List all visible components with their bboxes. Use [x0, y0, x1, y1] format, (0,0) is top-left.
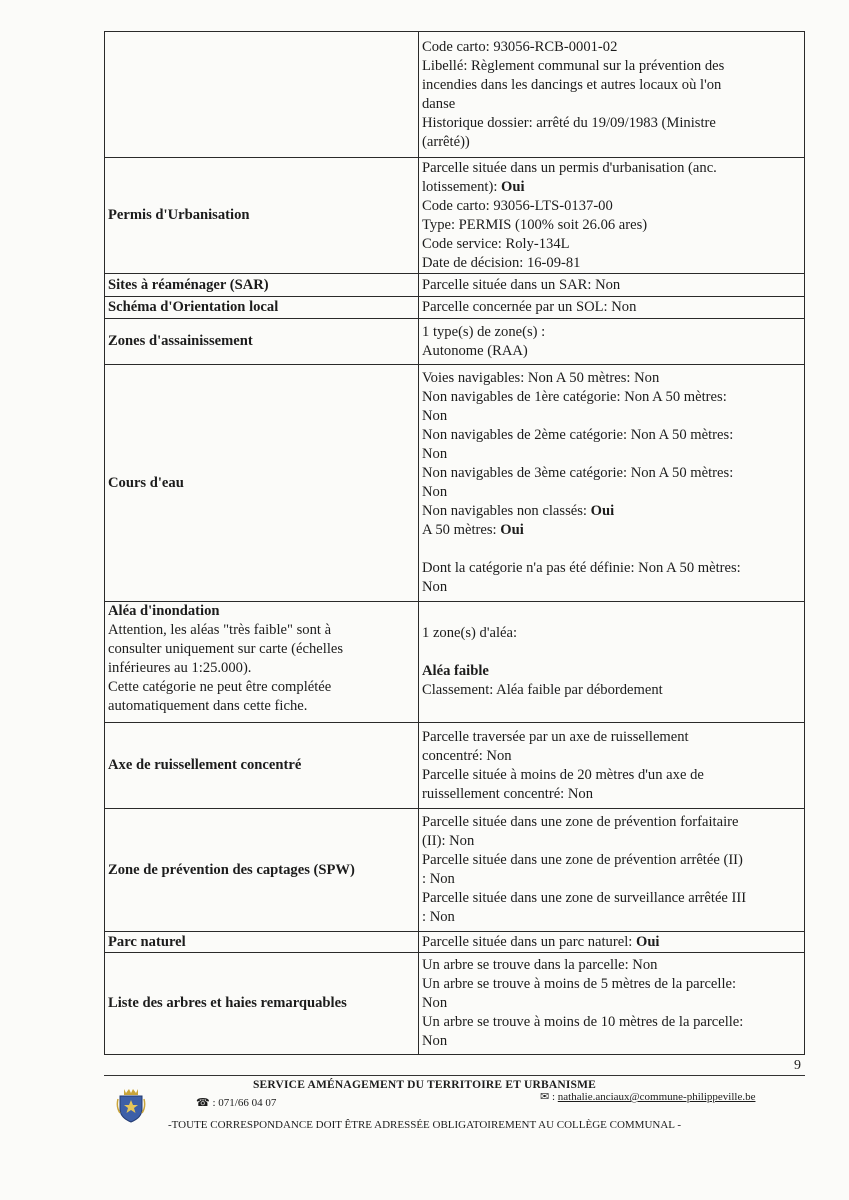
text-line: danse — [422, 95, 456, 112]
text-line: Code carto: 93056-RCB-0001-02 — [422, 38, 618, 55]
text-line: : Non — [422, 871, 455, 887]
text-fragment: lotissement): — [422, 178, 502, 195]
text-line: incendies dans les dancings et autres locaux où l'on — [422, 76, 722, 93]
text-line: : Non — [422, 909, 455, 925]
text-line: Non — [422, 579, 448, 595]
sar-value: Parcelle située dans un SAR: Non — [419, 274, 805, 297]
email-contact: ✉ : nathalie.anciaux@commune-philippeville.be — [540, 1091, 756, 1103]
footer-notice: -TOUTE CORRESPONDANCE DOIT ÊTRE ADRESSÉE OBLIGATOIREMENT AU COLLÈGE COMMUNAL - — [167, 1119, 682, 1131]
text-line: Code service: Roly-134L — [422, 235, 570, 252]
text-line: (II): Non — [422, 833, 475, 849]
text-line: (arrêté)) — [422, 133, 470, 150]
row-label-alea — [105, 602, 419, 723]
text-line: 1 type(s) de zone(s) : — [422, 323, 546, 340]
text-line: concentré: Non — [422, 747, 512, 764]
permis-value — [419, 158, 805, 274]
status-value: Oui — [501, 178, 525, 195]
text-fragment: A 50 mètres: — [422, 522, 501, 538]
alea-value — [419, 602, 805, 723]
text-line: 1 zone(s) d'aléa: — [422, 625, 518, 641]
text-fragment: Non navigables non classés: — [422, 503, 591, 519]
text-line: Parcelle située dans une zone de prévention forfaitaire — [422, 814, 739, 830]
text-line — [422, 521, 801, 540]
text-line: Non navigables de 1ère catégorie: Non A 50 mètres: — [422, 389, 727, 405]
row-label-sol: Schéma d'Orientation local — [105, 297, 419, 319]
text-line: Non navigables de 2ème catégorie: Non A 50 mètres: — [422, 427, 734, 443]
coat-of-arms-icon — [116, 1087, 146, 1123]
alea-title: Aléa d'inondation — [108, 603, 220, 619]
captages-value — [419, 809, 805, 932]
text-line: Parcelle située dans une zone de surveillance arrêtée III — [422, 890, 747, 906]
phone-number: 071/66 04 07 — [218, 1097, 277, 1109]
text-line: Cette catégorie ne peut être complétée — [108, 679, 332, 695]
text-line — [422, 178, 801, 197]
spacer — [422, 643, 801, 662]
text-line: Date de décision: 16-09-81 — [422, 254, 581, 271]
reglement-value — [419, 32, 805, 158]
row-label-sar: Sites à réaménager (SAR) — [105, 274, 419, 297]
text-line: Libellé: Règlement communal sur la prévention des — [422, 57, 725, 74]
text-line: ruissellement concentré: Non — [422, 785, 594, 802]
table-row — [105, 602, 805, 723]
table-row — [105, 319, 805, 365]
table-row — [105, 809, 805, 932]
text-line: Parcelle située dans un permis d'urbanisation (anc. — [422, 159, 717, 176]
phone-icon: ☎ — [196, 1097, 210, 1109]
parc-value — [419, 932, 805, 953]
text-line: Non — [422, 484, 448, 500]
assainissement-value — [419, 319, 805, 365]
table-row — [105, 297, 805, 319]
text-line: Non — [422, 446, 448, 462]
table-row — [105, 932, 805, 953]
table-row — [105, 723, 805, 809]
row-label-permis: Permis d'Urbanisation — [105, 158, 419, 274]
row-label-parc: Parc naturel — [105, 932, 419, 953]
text-line: Dont la catégorie n'a pas été définie: Non A 50 mètres: — [422, 560, 741, 576]
text-line: Code carto: 93056-LTS-0137-00 — [422, 197, 613, 214]
table-row — [105, 953, 805, 1055]
text-line: Classement: Aléa faible par débordement — [422, 682, 663, 698]
table-row — [105, 32, 805, 158]
text-line: Non — [422, 1033, 448, 1049]
text-line: Un arbre se trouve à moins de 5 mètres de la parcelle: — [422, 976, 737, 992]
status-value: Aléa faible — [422, 663, 489, 679]
status-value: Oui — [590, 503, 615, 519]
text-fragment: Parcelle située dans un parc naturel: — [422, 933, 636, 950]
alea-level — [422, 662, 801, 681]
page-number: 9 — [794, 1058, 801, 1073]
text-line: automatiquement dans cette fiche. — [108, 698, 308, 714]
row-label-arbres: Liste des arbres et haies remarquables — [105, 953, 419, 1055]
footer-divider — [104, 1075, 805, 1076]
status-value: Oui — [635, 933, 660, 950]
status-value: Oui — [500, 522, 524, 538]
text-line: Parcelle située à moins de 20 mètres d'un axe de — [422, 766, 704, 783]
email-link[interactable]: nathalie.anciaux@commune-philippeville.be — [557, 1091, 756, 1103]
text-line: Non navigables de 3ème catégorie: Non A 50 mètres: — [422, 465, 734, 481]
cours-eau-value — [419, 365, 805, 602]
table-row — [105, 365, 805, 602]
text-line: Un arbre se trouve à moins de 10 mètres de la parcelle: — [422, 1014, 744, 1030]
text-line: Parcelle située dans une zone de prévention arrêtée (II) — [422, 852, 743, 868]
row-label-assainissement: Zones d'assainissement — [105, 319, 419, 365]
table-row — [105, 274, 805, 297]
text-line: consulter uniquement sur carte (échelles — [108, 641, 344, 657]
sol-value: Parcelle concernée par un SOL: Non — [419, 297, 805, 319]
row-label-empty — [105, 32, 419, 158]
text-line: Historique dossier: arrêté du 19/09/1983 (Ministre — [422, 114, 716, 131]
phone-contact: ☎ : 071/66 04 07 — [196, 1097, 277, 1109]
text-line — [422, 502, 801, 521]
text-line: Autonome (RAA) — [422, 342, 528, 359]
service-title: SERVICE AMÉNAGEMENT DU TERRITOIRE ET URBANISME — [252, 1079, 597, 1091]
text-line: Non — [422, 995, 448, 1011]
text-line: Non — [422, 408, 448, 424]
row-label-cours-eau: Cours d'eau — [105, 365, 419, 602]
text-line: Parcelle traversée par un axe de ruissellement — [422, 728, 689, 745]
ruissellement-value — [419, 723, 805, 809]
row-label-captages: Zone de prévention des captages (SPW) — [105, 809, 419, 932]
text-line: Type: PERMIS (100% soit 26.06 ares) — [422, 216, 648, 233]
text-line: inférieures au 1:25.000). — [108, 660, 252, 676]
envelope-icon: ✉ — [540, 1091, 550, 1103]
text-line: Un arbre se trouve dans la parcelle: Non — [422, 957, 658, 973]
row-label-ruissellement: Axe de ruissellement concentré — [105, 723, 419, 809]
table-row — [105, 158, 805, 274]
parcel-info-table — [104, 31, 805, 1055]
text-line: Attention, les aléas "très faible" sont à — [108, 622, 332, 638]
text-line: Voies navigables: Non A 50 mètres: Non — [422, 370, 660, 386]
arbres-value — [419, 953, 805, 1055]
spacer — [422, 540, 801, 559]
